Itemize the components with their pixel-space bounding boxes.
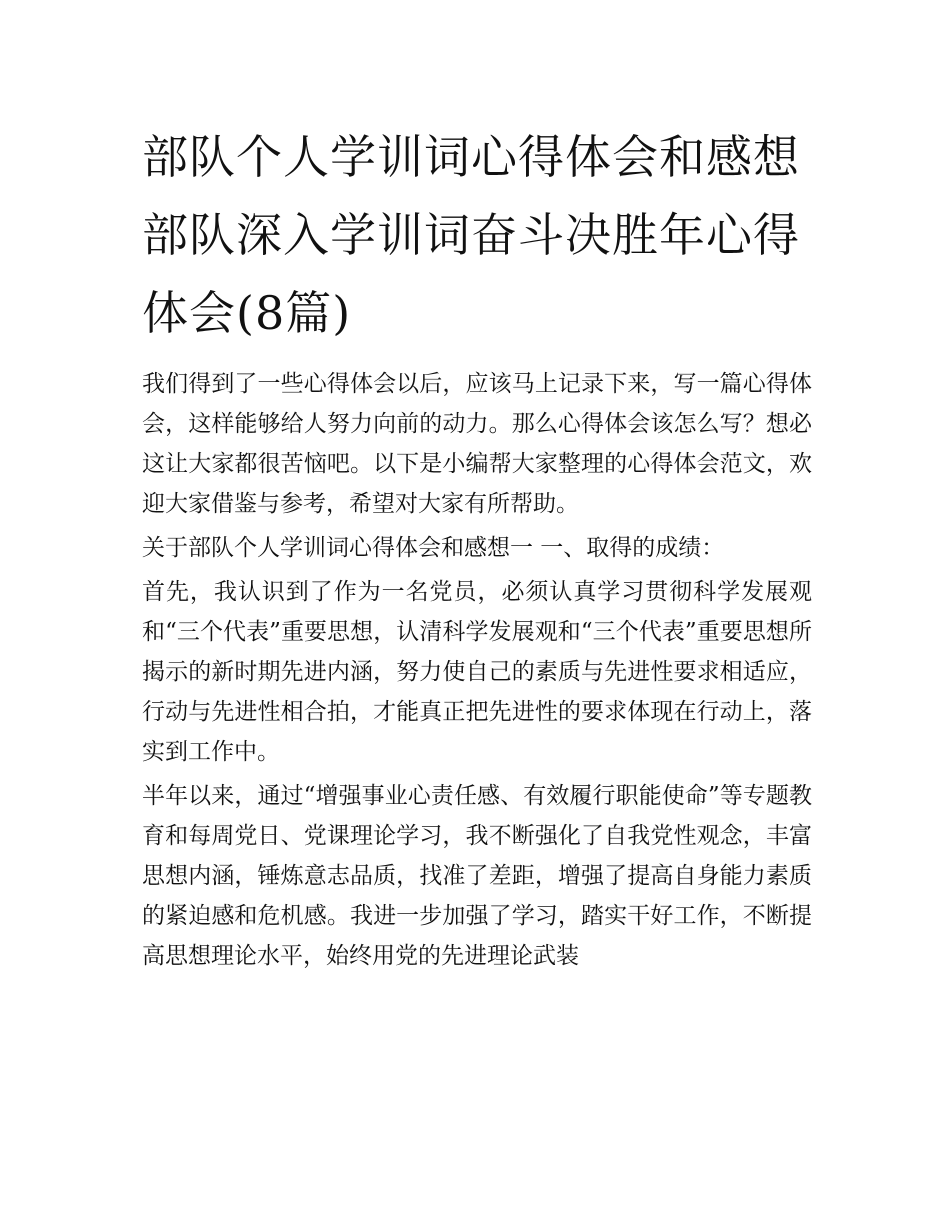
document-page — [142, 118, 812, 976]
paragraph-half-year: 半年以来，通过“增强事业心责任感、有效履行职能使命”等专题教育和每周党日、党课理论学习，我不断强化了自我党性观念，丰富思想内涵，锤炼意志品质，找准了差距，增强了提高自身能力素质的紧迫感和危机感。我进一步加强了学习，踏实干好工作，不断提高思想理论水平，始终用党的先进理论武装 — [142, 783, 812, 969]
paragraph-first: 首先，我认识到了作为一名党员，必须认真学习贯彻科学发展观和“三个代表”重要思想，认清科学发展观和“三个代表”重要思想所揭示的新时期先进内涵，努力使自己的素质与先进性要求相适应，行动与先进性相合拍，才能真正把先进性的要求体现在行动上，落实到工作中。 — [142, 579, 812, 765]
paragraph-intro: 我们得到了一些心得体会以后，应该马上记录下来，写一篇心得体会，这样能够给人努力向前的动力。那么心得体会该怎么写？想必这让大家都很苦恼吧。以下是小编帮大家整理的心得体会范文，欢迎大家借鉴与参考，希望对大家有所帮助。 — [142, 371, 812, 517]
paragraph-section-heading: 关于部队个人学训词心得体会和感想一 一、取得的成绩： — [142, 535, 725, 561]
document-title: 部队个人学训词心得体会和感想 部队深入学训词奋斗决胜年心得体会(8篇) — [142, 130, 800, 340]
